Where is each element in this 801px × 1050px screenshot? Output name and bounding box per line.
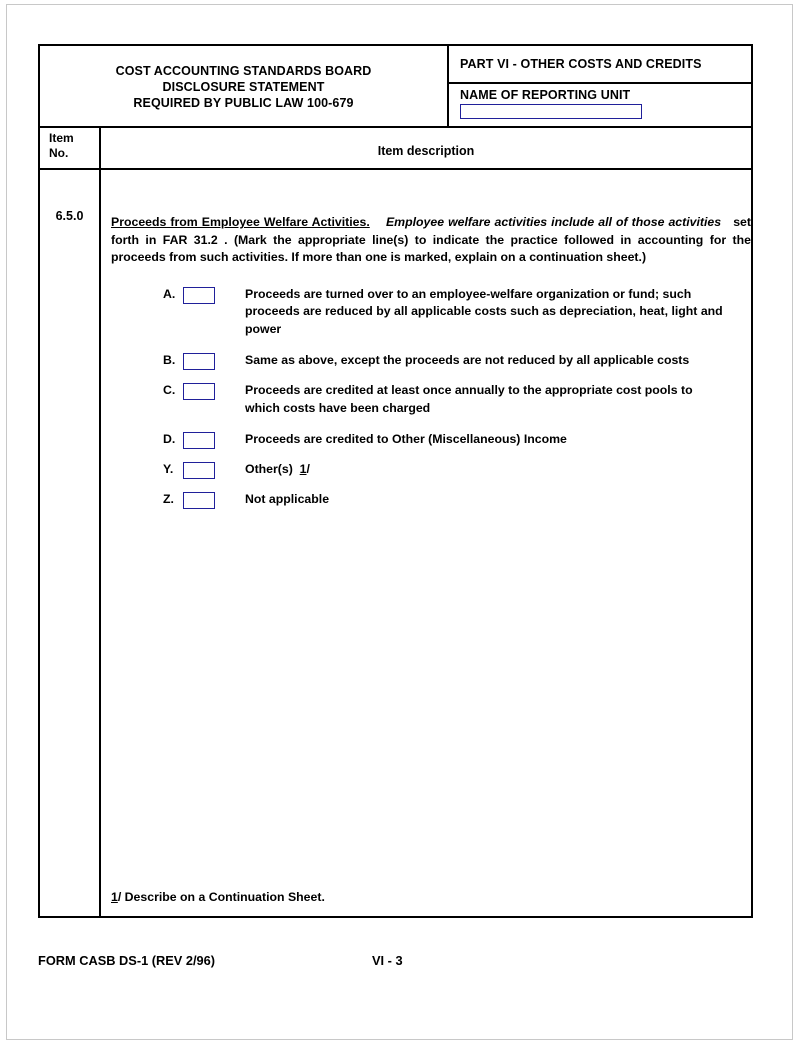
option-checkbox-b[interactable]	[183, 353, 215, 370]
item-number-cell	[40, 170, 101, 916]
option-text-a: Proceeds are turned over to an employee-welfare organization or fund; such proceeds are reduced by all applicable costs such as depreciation, heat, light and power	[245, 286, 723, 336]
item-intro-title: Proceeds from Employee Welfare Activities.	[111, 215, 370, 230]
item-intro-italic: Employee welfare activities include all of those activities	[385, 215, 722, 230]
column-header-row	[40, 128, 751, 170]
option-row-d	[111, 431, 751, 449]
description-column-header	[101, 128, 751, 168]
option-letter-b: B.	[163, 353, 176, 368]
item-no-header-line-2: No.	[49, 146, 69, 160]
option-letter-y: Y.	[163, 462, 174, 477]
reporting-unit-label: NAME OF REPORTING UNIT	[460, 88, 631, 102]
item-no-header-line-1: Item	[49, 131, 74, 145]
description-header-label: Item description	[377, 144, 475, 158]
footnote	[111, 890, 325, 904]
reporting-unit-cell	[449, 84, 751, 126]
option-text-y-suffix: /	[306, 462, 310, 477]
option-letter-c: C.	[163, 383, 176, 398]
option-checkbox-a[interactable]	[183, 287, 215, 304]
footnote-text: / Describe on a Continuation Sheet.	[117, 890, 325, 904]
item-description-cell	[101, 170, 751, 916]
option-text-y-prefix: Other(s)	[245, 462, 293, 477]
option-row-z	[111, 491, 751, 509]
item-no-column-header	[40, 128, 101, 168]
item-intro-rest: set forth in FAR 31.2 . (Mark the appropriate line(s) to indicate the practice followed in accounting for the proceeds from such activities. If more than one is marked, explain on a continuation sheet.)	[111, 215, 751, 265]
option-row-b	[111, 352, 751, 370]
option-row-c	[111, 382, 751, 417]
option-text-z: Not applicable	[245, 492, 330, 507]
agency-title-line-1: COST ACCOUNTING STANDARDS BOARD	[115, 64, 372, 78]
option-letter-d: D.	[163, 432, 176, 447]
option-text-d: Proceeds are credited to Other (Miscellaneous) Income	[245, 432, 567, 447]
option-checkbox-z[interactable]	[183, 492, 215, 509]
agency-title-block	[40, 46, 449, 126]
part-title-cell	[449, 46, 751, 84]
option-text-c: Proceeds are credited at least once annually to the appropriate cost pools to which costs have been charged	[245, 383, 693, 415]
footnote-marker: 1	[111, 890, 118, 904]
agency-title-line-3: REQUIRED BY PUBLIC LAW 100-679	[133, 96, 354, 110]
page-number: VI - 3	[372, 953, 403, 968]
disclosure-form-table	[38, 44, 753, 918]
item-intro-paragraph	[111, 214, 751, 267]
option-letter-z: Z.	[163, 492, 174, 507]
option-checkbox-y[interactable]	[183, 462, 215, 479]
option-text-y-marker: 1	[299, 462, 307, 477]
option-row-a	[111, 286, 751, 339]
part-info-block	[449, 46, 751, 126]
item-number: 6.5.0	[55, 209, 84, 223]
reporting-unit-input[interactable]	[460, 104, 642, 119]
option-checkbox-c[interactable]	[183, 383, 215, 400]
form-identifier: FORM CASB DS-1 (REV 2/96)	[38, 953, 216, 968]
option-text-b: Same as above, except the proceeds are not reduced by all applicable costs	[245, 353, 690, 368]
agency-title-line-2: DISCLOSURE STATEMENT	[162, 80, 325, 94]
page-footer	[38, 953, 753, 973]
option-list	[111, 286, 751, 510]
form-body-row	[40, 170, 751, 916]
form-header-band	[40, 46, 751, 128]
option-letter-a: A.	[163, 286, 176, 301]
option-checkbox-d[interactable]	[183, 432, 215, 449]
part-title: PART VI - OTHER COSTS AND CREDITS	[460, 57, 702, 71]
option-row-y	[111, 461, 751, 479]
option-text-y	[245, 461, 727, 479]
